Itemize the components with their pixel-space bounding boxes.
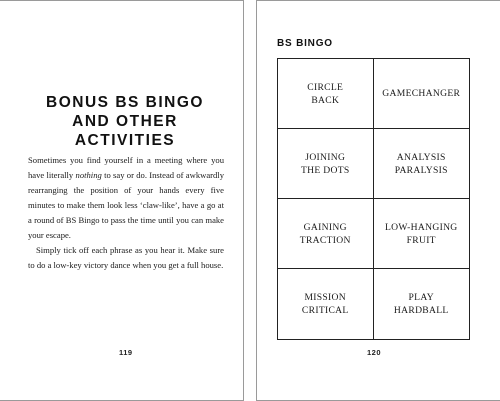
page-number-left: 119 bbox=[119, 348, 133, 357]
instructions-paragraph: Simply tick off each phrase as you hear it. Make sure to do a low-key victory dance when you get a full house. bbox=[28, 245, 224, 270]
bingo-cell-analysis-paralysis: ANALYSIS PARALYSIS bbox=[374, 129, 470, 199]
bingo-title: BS BINGO bbox=[277, 38, 333, 49]
bingo-cell-joining-the-dots: JOINING THE DOTS bbox=[278, 129, 374, 199]
bingo-grid bbox=[277, 58, 470, 340]
body-text bbox=[28, 153, 224, 273]
bingo-cell-low-hanging-fruit: LOW-HANGING FRUIT bbox=[374, 199, 470, 269]
bingo-cell-play-hardball: PLAY HARDBALL bbox=[393, 292, 449, 316]
bingo-cell-circle-back: CIRCLE BACK bbox=[278, 59, 374, 129]
intro-paragraph-part-1: Sometimes you find yourself in a meeting where you have literally bbox=[28, 155, 224, 180]
intro-paragraph-part-2: to say or do. Instead of awkwardly rearranging the position of your hands every five minutes to make them look less ‘claw-like’, have a go at a round of BS Bingo to pass the time until you can make your escape. bbox=[28, 170, 224, 240]
intro-paragraph-emphasis: nothing bbox=[75, 170, 102, 180]
left-page bbox=[0, 0, 244, 401]
right-page bbox=[256, 0, 500, 401]
page-number-right: 120 bbox=[367, 348, 382, 357]
intro-paragraph bbox=[28, 153, 224, 243]
chapter-title-line-1: BONUS BS BINGO bbox=[46, 94, 204, 111]
chapter-title-line-2: AND OTHER ACTIVITIES bbox=[72, 113, 178, 149]
chapter-title bbox=[20, 93, 230, 150]
bingo-cell-mission-critical: MISSION CRITICAL bbox=[278, 269, 374, 339]
bingo-cell-gamechanger: GAMECHANGER bbox=[374, 59, 470, 129]
bingo-cell-gaining-traction: GAINING TRACTION bbox=[278, 199, 374, 269]
